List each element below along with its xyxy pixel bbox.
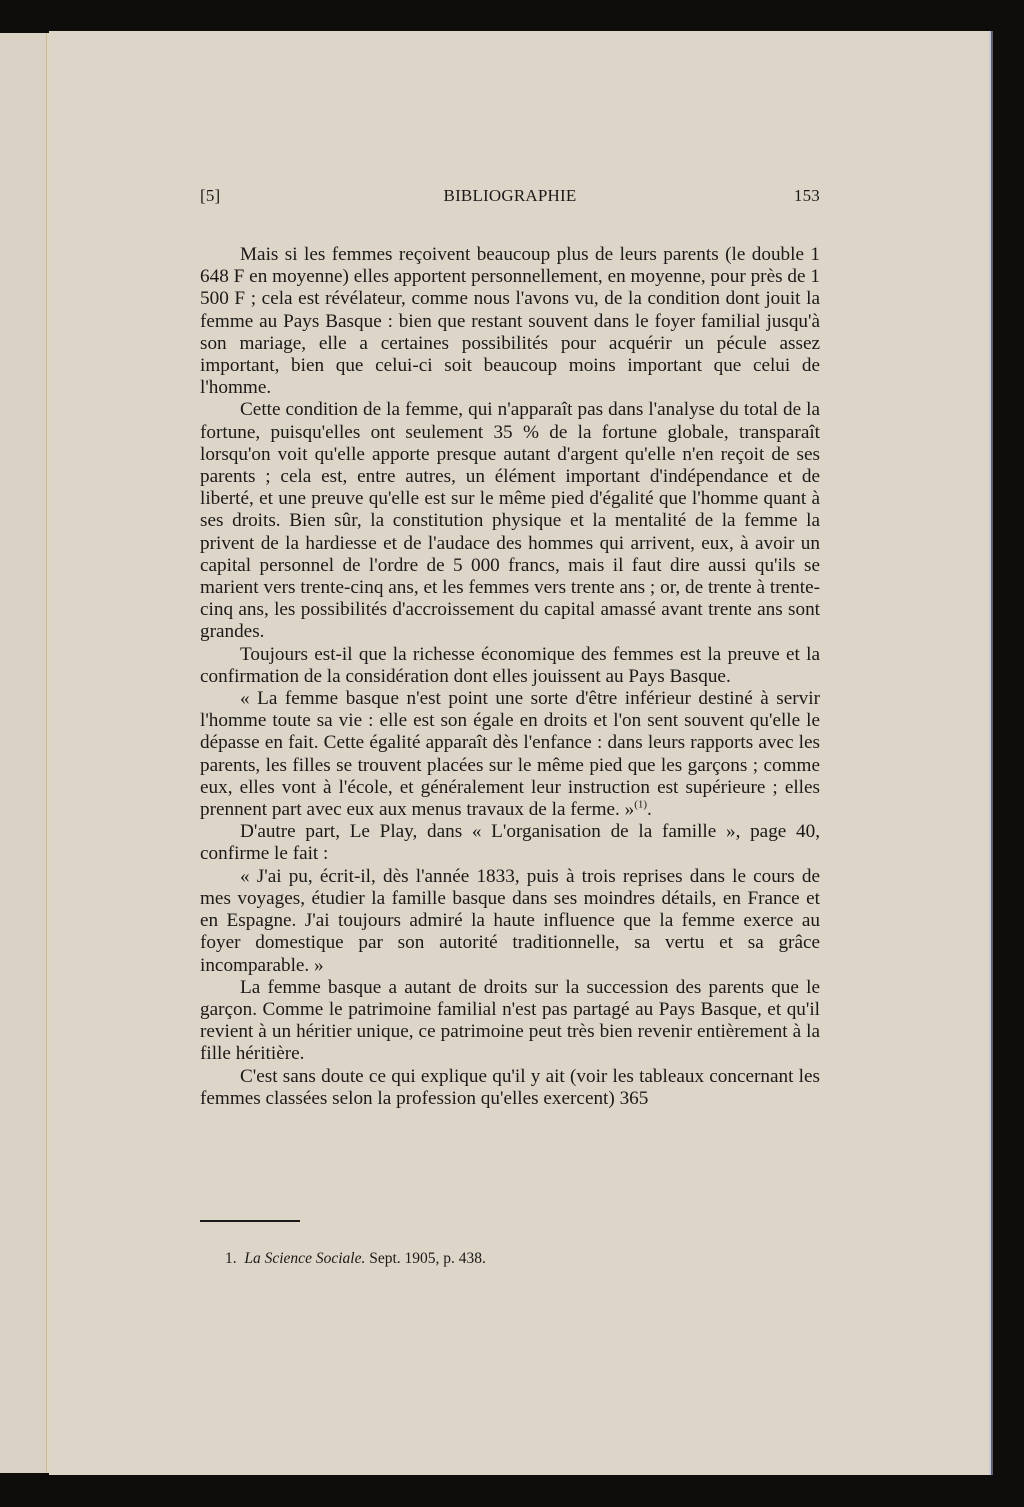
section-number: [5] bbox=[200, 186, 221, 205]
quote-text: « La femme basque n'est point une sorte d'être inférieur destiné à servir l'homme toute sa vie : elle est son égale en droits et l'on sent souvent qu'elle le dépasse en fait. Cette égalité apparaît dès l'enfance : dans leurs rapports avec les parents, les filles se trouvent placées sur le même pied que les garçons ; comme eux, elles vont à l'école, et généralement leur instruction est supérieure ; elles prennent part avec eux aux menus travaux de la ferme. » bbox=[200, 688, 820, 821]
footnote-separator bbox=[200, 1220, 300, 1222]
quote-paragraph: « J'ai pu, écrit-il, dès l'année 1833, puis à trois reprises dans le cours de mes voyages, étudier la famille basque dans ses moindres détails, en France et en Espagne. J'ai toujours admiré la haute influence que la femme exerce au foyer domestique par son autorité traditionnelle, sa vertu et sa grâce incomparable. » bbox=[200, 865, 820, 976]
paragraph: D'autre part, Le Play, dans « L'organisation de la famille », page 40, confirme le fait : bbox=[200, 821, 820, 865]
paragraph: Cette condition de la femme, qui n'apparaît pas dans l'analyse du total de la fortune, puisqu'elles ont seulement 35 % de la fortune globale, transparaît lorsqu'on voit qu'elle apporte presque autant d'argent qu'elle n'en reçoit de ses parents ; cela est, entre autres, un élément important d'indépendance et de liberté, et une preuve qu'elle est sur le même pied d'égalité que l'homme quant à ses droits. Bien sûr, la constitution physique et la mentalité de la femme la privent de la hardiesse et de l'audace des hommes qui arrivent, eux, à avoir un capital personnel de l'ordre de 5 000 francs, mais il faut dire aussi qu'ils se marient vers trente-cinq ans, et les femmes vers trente ans ; or, de trente à trente-cinq ans, les possibilités d'accroissement du capital amassé avant trente ans sont grandes. bbox=[200, 399, 820, 643]
page-number: 153 bbox=[793, 186, 820, 205]
footnote bbox=[225, 1250, 486, 1268]
body-text bbox=[200, 244, 820, 1110]
paragraph: Toujours est-il que la richesse économique des femmes est la preuve et la confirmation de la considération dont elles jouissent au Pays Basque. bbox=[200, 643, 820, 687]
facing-page-edge bbox=[0, 33, 46, 1473]
paragraph: Mais si les femmes reçoivent beaucoup plus de leurs parents (le double 1 648 F en moyenne) elles apportent personnellement, en moyenne, pour près de 1 500 F ; cela est révélateur, comme nous l'avons vu, de la condition dont jouit la femme au Pays Basque : bien que restant souvent dans le foyer familial jusqu'à son mariage, elle a certaines possibilités pour acquérir un pécule assez important, bien que celui-ci soit beaucoup moins important que celui de l'homme. bbox=[200, 244, 820, 399]
paragraph: C'est sans doute ce qui explique qu'il y ait (voir les tableaux concernant les femmes classées selon la profession qu'elles exercent) 365 bbox=[200, 1065, 820, 1109]
footnote-source-title: La Science Sociale. bbox=[244, 1250, 366, 1267]
running-title: BIBLIOGRAPHIE bbox=[443, 186, 577, 205]
paragraph: La femme basque a autant de droits sur la succession des parents que le garçon. Comme le patrimoine familial n'est pas partagé au Pays Basque, et qu'il revient à un héritier unique, ce patrimoine peut très bien revenir entièrement à la fille héritière. bbox=[200, 976, 820, 1065]
footnote-reference[interactable]: (1) bbox=[634, 798, 648, 811]
footnote-reference-suffix: . bbox=[647, 799, 652, 821]
footnote-source-details: Sept. 1905, p. 438. bbox=[369, 1250, 486, 1267]
running-header bbox=[200, 186, 820, 210]
footnote-number: 1. bbox=[225, 1250, 237, 1267]
quote-paragraph bbox=[200, 688, 820, 821]
